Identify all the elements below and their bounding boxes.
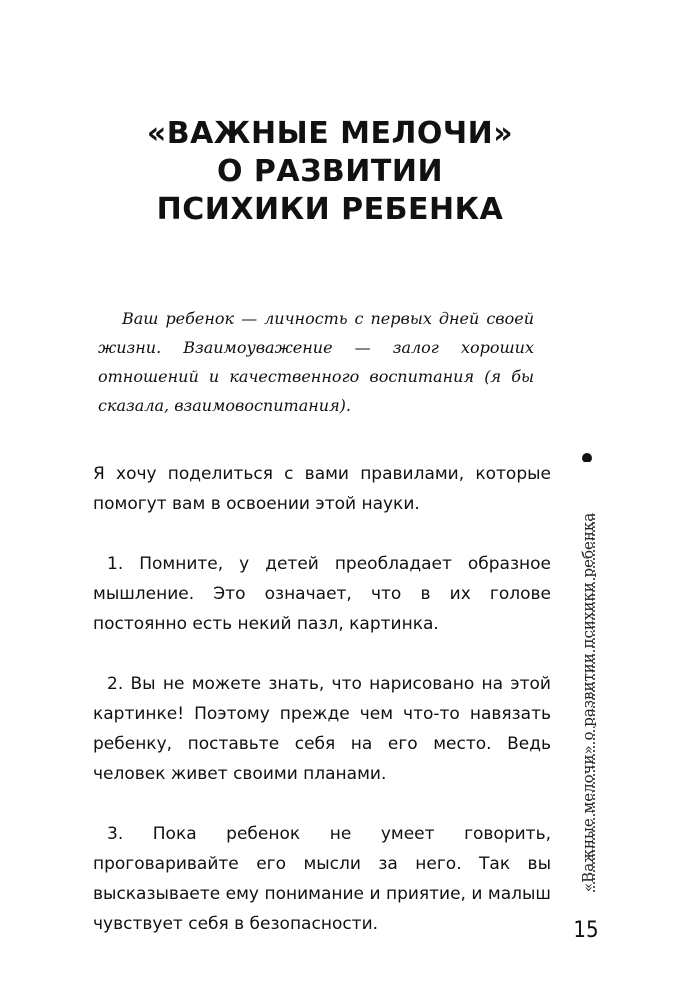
rule-paragraph-3: 3. Пока ребенок не умеет говорить, проговаривайте его мысли за него. Так вы высказываете ему понимание и приятие, и малыш чувствует себя в безопасности. <box>93 824 551 934</box>
running-head: «Важные мелочи» о развитии психики ребенка <box>576 462 600 892</box>
rule-paragraph-1: 1. Помните, у детей преобладает образное мышление. Это означает, что в их голове постоянно есть некий пазл, картинка. <box>93 554 551 634</box>
chapter-title-line-1: «ВАЖНЫЕ МЕЛОЧИ» <box>146 116 514 151</box>
page-number: 15 <box>573 918 599 943</box>
rule-paragraph-2: 2. Вы не можете знать, что нарисовано на этой картинке! Поэтому прежде чем что-то навязать ребенку, поставьте себя на его место. Ведь человек живет своими планами. <box>93 674 551 784</box>
chapter-title-line-3: ПСИХИКИ РЕБЕНКА <box>156 192 504 227</box>
chapter-title-line-2: О РАЗВИТИИ <box>216 154 444 189</box>
chapter-title <box>90 115 570 229</box>
intro-paragraph: Я хочу поделиться с вами правилами, которые помогут вам в освоении этой науки. <box>93 464 551 514</box>
body-text <box>93 459 551 969</box>
epigraph: Ваш ребенок — личность с первых дней своей жизни. Взаимоуважение — залог хороших отношений и качественного воспитания (я бы сказала, взаимовоспитания). <box>98 309 534 415</box>
